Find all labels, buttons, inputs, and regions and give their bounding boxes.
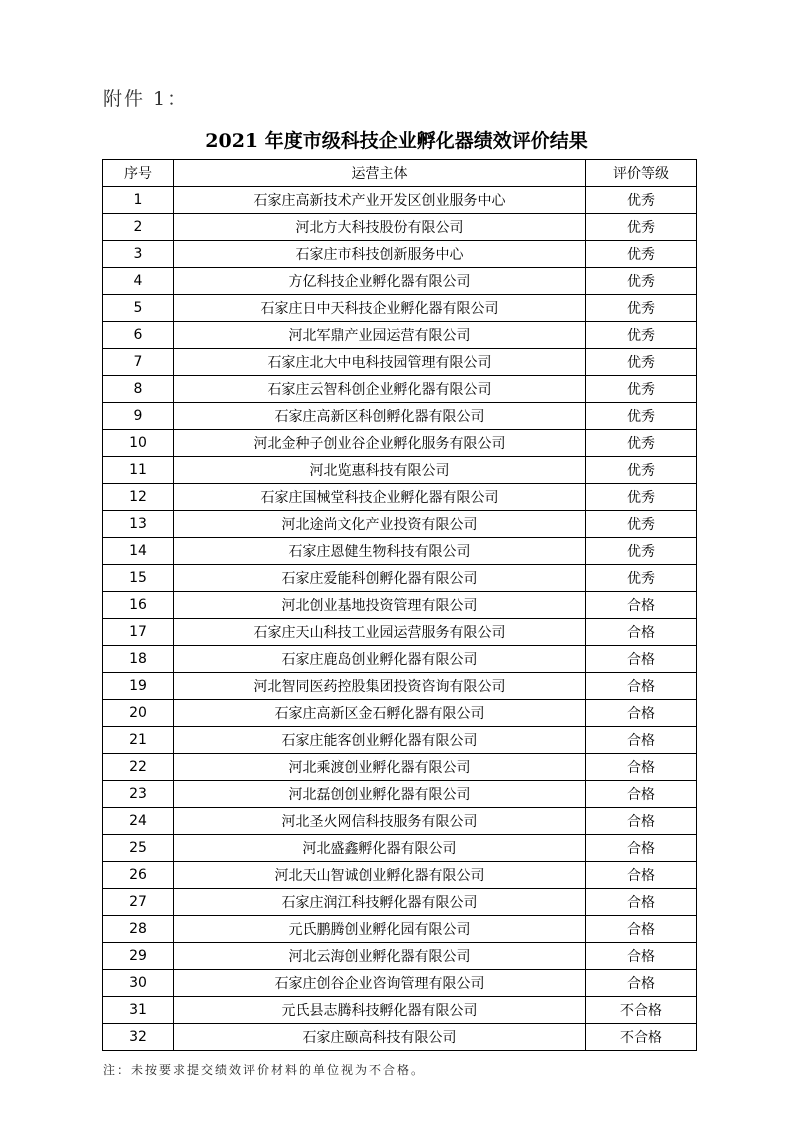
table-row: [103, 538, 697, 565]
operating-entity-cell: 石家庄云智科创企业孵化器有限公司: [174, 376, 586, 403]
table-row: [103, 565, 697, 592]
table-row: [103, 241, 697, 268]
serial-number-cell: 30: [103, 970, 174, 997]
table-row: [103, 646, 697, 673]
evaluation-grade-cell: 优秀: [586, 349, 697, 376]
operating-entity-cell: 河北途尚文化产业投资有限公司: [174, 511, 586, 538]
evaluation-grade-cell: 合格: [586, 943, 697, 970]
evaluation-grade-cell: 合格: [586, 970, 697, 997]
table-row: [103, 484, 697, 511]
table-row: [103, 754, 697, 781]
table-row: [103, 889, 697, 916]
operating-entity-cell: 石家庄高新区科创孵化器有限公司: [174, 403, 586, 430]
evaluation-grade-cell: 优秀: [586, 268, 697, 295]
operating-entity-cell: 石家庄创谷企业咨询管理有限公司: [174, 970, 586, 997]
table-row: [103, 295, 697, 322]
evaluation-grade-cell: 合格: [586, 889, 697, 916]
evaluation-grade-cell: 优秀: [586, 457, 697, 484]
table-row: [103, 187, 697, 214]
serial-number-cell: 12: [103, 484, 174, 511]
serial-number-cell: 13: [103, 511, 174, 538]
operating-entity-cell: 河北览惠科技有限公司: [174, 457, 586, 484]
evaluation-grade-cell: 不合格: [586, 1024, 697, 1051]
evaluation-grade-cell: 合格: [586, 673, 697, 700]
table-row: [103, 862, 697, 889]
operating-entity-cell: 河北磊创创业孵化器有限公司: [174, 781, 586, 808]
evaluation-grade-cell: 合格: [586, 916, 697, 943]
table-row: [103, 943, 697, 970]
evaluation-grade-cell: 优秀: [586, 322, 697, 349]
table-row: [103, 430, 697, 457]
table-row: [103, 457, 697, 484]
serial-number-cell: 5: [103, 295, 174, 322]
operating-entity-cell: 石家庄恩健生物科技有限公司: [174, 538, 586, 565]
evaluation-grade-cell: 合格: [586, 754, 697, 781]
table-row: [103, 619, 697, 646]
operating-entity-cell: 河北方大科技股份有限公司: [174, 214, 586, 241]
evaluation-grade-cell: 合格: [586, 781, 697, 808]
evaluation-grade-cell: 合格: [586, 808, 697, 835]
evaluation-grade-cell: 优秀: [586, 538, 697, 565]
operating-entity-cell: 河北创业基地投资管理有限公司: [174, 592, 586, 619]
table-row: [103, 349, 697, 376]
operating-entity-cell: 石家庄爱能科创孵化器有限公司: [174, 565, 586, 592]
evaluation-grade-cell: 合格: [586, 862, 697, 889]
serial-number-cell: 32: [103, 1024, 174, 1051]
operating-entity-cell: 石家庄市科技创新服务中心: [174, 241, 586, 268]
evaluation-grade-cell: 优秀: [586, 430, 697, 457]
table-row: [103, 673, 697, 700]
table-row: [103, 511, 697, 538]
serial-number-cell: 1: [103, 187, 174, 214]
evaluation-grade-cell: 合格: [586, 700, 697, 727]
table-row: [103, 376, 697, 403]
header-serial-number: 序号: [103, 160, 174, 187]
operating-entity-cell: 河北军鼎产业园运营有限公司: [174, 322, 586, 349]
attachment-label: 附件 1：: [103, 88, 189, 110]
serial-number-cell: 29: [103, 943, 174, 970]
serial-number-cell: 7: [103, 349, 174, 376]
serial-number-cell: 11: [103, 457, 174, 484]
evaluation-grade-cell: 优秀: [586, 214, 697, 241]
operating-entity-cell: 石家庄国械堂科技企业孵化器有限公司: [174, 484, 586, 511]
table-row: [103, 727, 697, 754]
serial-number-cell: 10: [103, 430, 174, 457]
serial-number-cell: 31: [103, 997, 174, 1024]
serial-number-cell: 4: [103, 268, 174, 295]
serial-number-cell: 22: [103, 754, 174, 781]
serial-number-cell: 20: [103, 700, 174, 727]
serial-number-cell: 27: [103, 889, 174, 916]
operating-entity-cell: 河北金种子创业谷企业孵化服务有限公司: [174, 430, 586, 457]
table-row: [103, 214, 697, 241]
header-operating-entity: 运营主体: [174, 160, 586, 187]
serial-number-cell: 14: [103, 538, 174, 565]
serial-number-cell: 16: [103, 592, 174, 619]
serial-number-cell: 28: [103, 916, 174, 943]
operating-entity-cell: 河北盛鑫孵化器有限公司: [174, 835, 586, 862]
evaluation-grade-cell: 优秀: [586, 376, 697, 403]
evaluation-grade-cell: 优秀: [586, 403, 697, 430]
table-row: [103, 997, 697, 1024]
evaluation-grade-cell: 合格: [586, 646, 697, 673]
operating-entity-cell: 石家庄高新区金石孵化器有限公司: [174, 700, 586, 727]
serial-number-cell: 26: [103, 862, 174, 889]
document-title: 2021 年度市级科技企业孵化器绩效评价结果: [205, 130, 588, 152]
operating-entity-cell: 河北圣火网信科技服务有限公司: [174, 808, 586, 835]
serial-number-cell: 25: [103, 835, 174, 862]
table-row: [103, 592, 697, 619]
evaluation-grade-cell: 优秀: [586, 241, 697, 268]
operating-entity-cell: 石家庄天山科技工业园运营服务有限公司: [174, 619, 586, 646]
table-row: [103, 781, 697, 808]
table-header-row: [103, 160, 697, 187]
operating-entity-cell: 石家庄高新技术产业开发区创业服务中心: [174, 187, 586, 214]
evaluation-grade-cell: 不合格: [586, 997, 697, 1024]
evaluation-grade-cell: 合格: [586, 619, 697, 646]
serial-number-cell: 21: [103, 727, 174, 754]
operating-entity-cell: 方亿科技企业孵化器有限公司: [174, 268, 586, 295]
table-row: [103, 835, 697, 862]
table-row: [103, 268, 697, 295]
evaluation-grade-cell: 优秀: [586, 484, 697, 511]
evaluation-grade-cell: 合格: [586, 727, 697, 754]
operating-entity-cell: 石家庄鹿岛创业孵化器有限公司: [174, 646, 586, 673]
table-row: [103, 322, 697, 349]
header-evaluation-grade: 评价等级: [586, 160, 697, 187]
operating-entity-cell: 元氏鹏腾创业孵化园有限公司: [174, 916, 586, 943]
evaluation-grade-cell: 优秀: [586, 187, 697, 214]
serial-number-cell: 15: [103, 565, 174, 592]
operating-entity-cell: 石家庄润江科技孵化器有限公司: [174, 889, 586, 916]
serial-number-cell: 23: [103, 781, 174, 808]
table-row: [103, 403, 697, 430]
evaluation-grade-cell: 合格: [586, 835, 697, 862]
footnote: 注：未按要求提交绩效评价材料的单位视为不合格。: [103, 1063, 426, 1077]
evaluation-grade-cell: 优秀: [586, 565, 697, 592]
serial-number-cell: 2: [103, 214, 174, 241]
table-row: [103, 1024, 697, 1051]
serial-number-cell: 3: [103, 241, 174, 268]
table-row: [103, 970, 697, 997]
operating-entity-cell: 河北乘渡创业孵化器有限公司: [174, 754, 586, 781]
table-row: [103, 700, 697, 727]
operating-entity-cell: 河北天山智诚创业孵化器有限公司: [174, 862, 586, 889]
serial-number-cell: 19: [103, 673, 174, 700]
operating-entity-cell: 石家庄颐高科技有限公司: [174, 1024, 586, 1051]
serial-number-cell: 6: [103, 322, 174, 349]
table-row: [103, 808, 697, 835]
serial-number-cell: 18: [103, 646, 174, 673]
serial-number-cell: 17: [103, 619, 174, 646]
serial-number-cell: 9: [103, 403, 174, 430]
operating-entity-cell: 河北智同医药控股集团投资咨询有限公司: [174, 673, 586, 700]
serial-number-cell: 24: [103, 808, 174, 835]
evaluation-results-table: [102, 159, 697, 1051]
operating-entity-cell: 元氏县志腾科技孵化器有限公司: [174, 997, 586, 1024]
operating-entity-cell: 石家庄能客创业孵化器有限公司: [174, 727, 586, 754]
evaluation-grade-cell: 优秀: [586, 511, 697, 538]
table-row: [103, 916, 697, 943]
serial-number-cell: 8: [103, 376, 174, 403]
operating-entity-cell: 石家庄日中天科技企业孵化器有限公司: [174, 295, 586, 322]
operating-entity-cell: 河北云海创业孵化器有限公司: [174, 943, 586, 970]
table-body: [103, 187, 697, 1051]
evaluation-grade-cell: 合格: [586, 592, 697, 619]
operating-entity-cell: 石家庄北大中电科技园管理有限公司: [174, 349, 586, 376]
evaluation-grade-cell: 优秀: [586, 295, 697, 322]
